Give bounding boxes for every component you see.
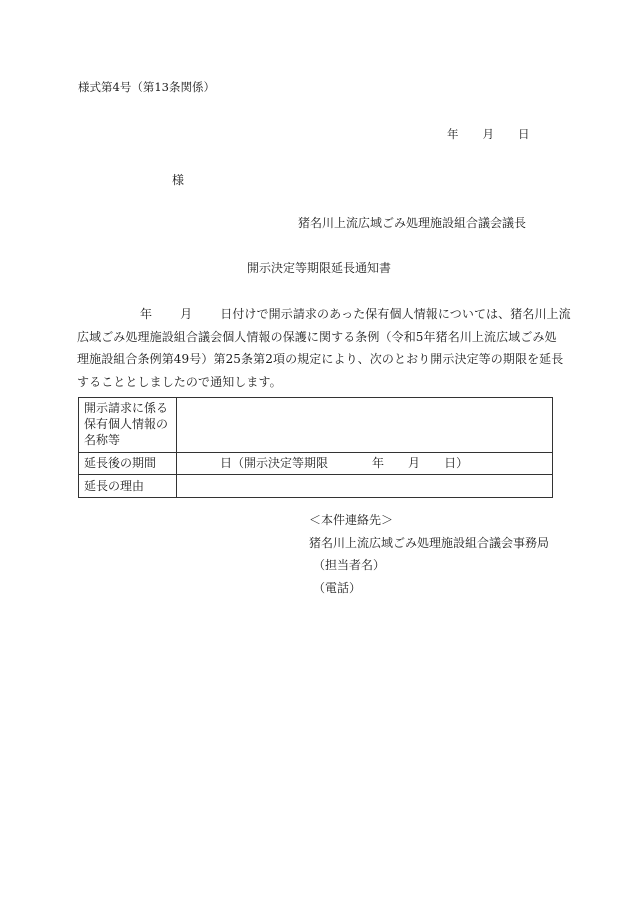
- document-title: 開示決定等期限延長通知書: [247, 261, 392, 275]
- info-table: [78, 397, 553, 498]
- body-line-2: 広域ごみ処理施設組合議会個人情報の保護に関する条例（令和5年猪名川上流広域ごみ処: [77, 329, 557, 344]
- extended-period-value: [177, 453, 553, 475]
- table-row: [79, 475, 553, 498]
- contact-phone: （電話）: [313, 580, 362, 595]
- requested-info-label: 開示請求に係る 保有個人情報の 名称等: [79, 398, 177, 453]
- contact-block: [309, 509, 549, 599]
- period-year: 年: [372, 456, 385, 470]
- period-month: 月: [408, 456, 421, 470]
- date-day: 日: [518, 127, 530, 141]
- notice-body: [77, 303, 571, 393]
- form-number-label: 様式第4号（第13条関係）: [78, 80, 215, 94]
- period-deadline-text: （開示決定等期限: [232, 456, 329, 470]
- body-line-3: 理施設組合条例第49号）第25条第2項の規定により、次のとおり開示決定等の期限を延長: [77, 352, 564, 366]
- period-close: 日）: [444, 456, 469, 470]
- table-row: [79, 453, 553, 475]
- table-row: [79, 398, 553, 453]
- body-line-1: [84, 303, 571, 326]
- body-month: 月: [180, 307, 193, 321]
- issue-date: [447, 126, 530, 142]
- addressee-suffix: 様: [172, 173, 185, 187]
- date-year: 年: [447, 127, 459, 141]
- contact-office: 猪名川上流広域ごみ処理施設組合議会事務局: [309, 535, 550, 550]
- date-month: 月: [482, 127, 494, 141]
- body-line-4: することとしましたので通知します。: [77, 374, 282, 389]
- body-year: 年: [140, 307, 153, 321]
- sender-name: 猪名川上流広域ごみ処理施設組合議会議長: [298, 216, 527, 230]
- requested-info-value: [177, 398, 553, 453]
- body-line-1-rest: 日付けで開示請求のあった保有個人情報については、猪名川上流: [220, 307, 571, 321]
- contact-heading: ＜本件連絡先＞: [309, 513, 394, 527]
- extension-reason-value: [177, 475, 553, 498]
- extension-reason-label: 延長の理由: [79, 475, 177, 498]
- contact-person: （担当者名）: [313, 558, 386, 572]
- extended-period-label: 延長後の期間: [79, 453, 177, 475]
- period-day: 日: [220, 456, 233, 470]
